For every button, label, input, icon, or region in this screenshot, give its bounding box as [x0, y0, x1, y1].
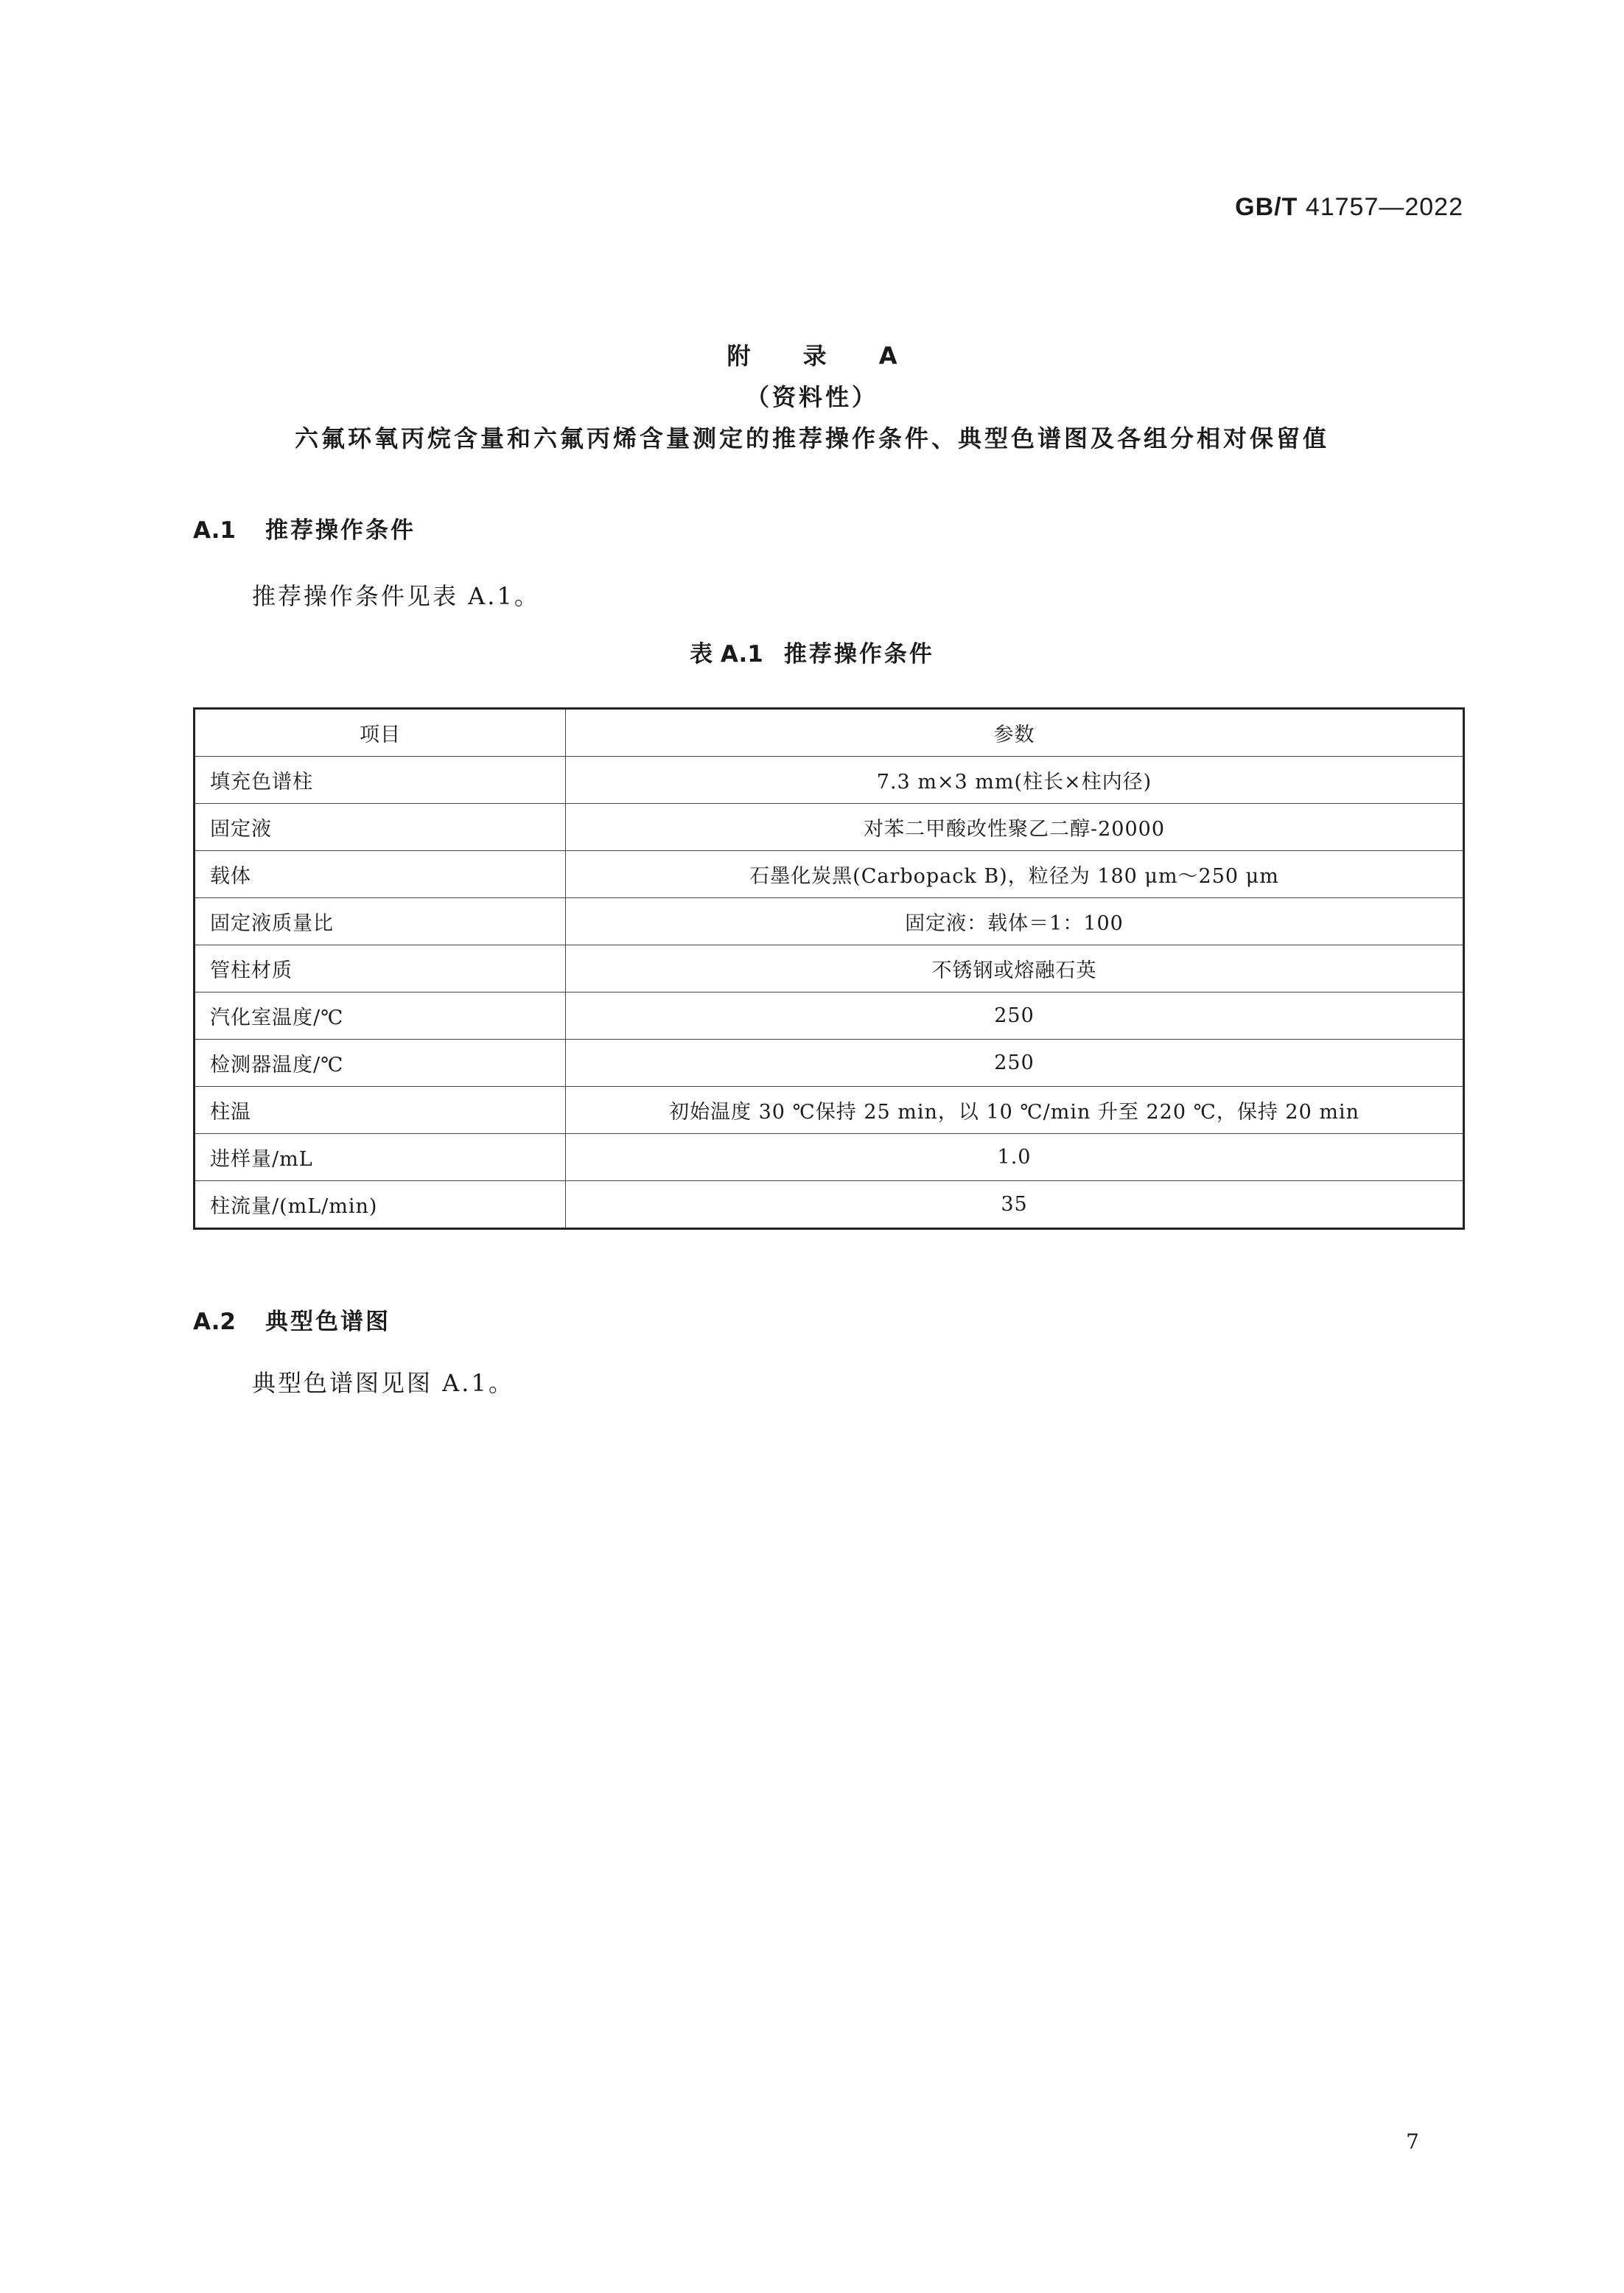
row-item: 载体 [195, 851, 566, 898]
section-title: 典型色谱图 [265, 1309, 391, 1335]
table-row [195, 945, 1464, 993]
table-caption [0, 635, 1624, 668]
row-item: 固定液质量比 [195, 898, 566, 945]
section-heading-a2 [193, 1303, 391, 1336]
table-row [195, 993, 1464, 1040]
table-row [195, 757, 1464, 804]
appendix-subject: 六氟环氧丙烷含量和六氟丙烯含量测定的推荐操作条件、典型色谱图及各组分相对保留值 [294, 424, 1329, 452]
row-item: 进样量/mL [195, 1134, 566, 1181]
table-caption-title: 推荐操作条件 [783, 641, 934, 668]
table-row [195, 1134, 1464, 1181]
table-row [195, 1087, 1464, 1134]
page-number: 7 [1406, 2129, 1419, 2154]
standard-prefix: GB/T [1235, 193, 1298, 221]
row-value: 1.0 [566, 1134, 1464, 1181]
row-value: 7.3 m×3 mm(柱长×柱内径) [566, 757, 1464, 804]
section-a2-paragraph: 典型色谱图见图 A.1。 [252, 1369, 514, 1397]
table-header-row [195, 709, 1464, 757]
row-value: 石墨化炭黑(Carbopack B)，粒径为 180 μm～250 μm [566, 851, 1464, 898]
row-value: 初始温度 30 ℃保持 25 min，以 10 ℃/min 升至 220 ℃，保持 20 min [566, 1087, 1464, 1134]
section-number: A.2 [193, 1309, 236, 1335]
table-row [195, 1040, 1464, 1087]
section-title: 推荐操作条件 [265, 517, 416, 544]
row-item: 柱流量/(mL/min) [195, 1181, 566, 1229]
header-item: 项目 [195, 709, 566, 757]
row-value: 对苯二甲酸改性聚乙二醇-20000 [566, 804, 1464, 851]
row-item: 检测器温度/℃ [195, 1040, 566, 1087]
section-a1-paragraph: 推荐操作条件见表 A.1。 [252, 582, 540, 610]
row-item: 柱温 [195, 1087, 566, 1134]
row-item: 管柱材质 [195, 945, 566, 993]
standard-code [1235, 193, 1463, 222]
table-row [195, 898, 1464, 945]
row-item: 填充色谱柱 [195, 757, 566, 804]
row-value: 固定液：载体＝1：100 [566, 898, 1464, 945]
row-value: 35 [566, 1181, 1464, 1229]
header-parameter: 参数 [566, 709, 1464, 757]
standard-number: 41757—2022 [1305, 193, 1463, 221]
row-value: 250 [566, 1040, 1464, 1087]
table-caption-number: 表 A.1 [690, 641, 763, 668]
table-row [195, 804, 1464, 851]
row-value: 250 [566, 993, 1464, 1040]
section-number: A.1 [193, 517, 236, 544]
appendix-nature: （资料性） [745, 383, 878, 411]
appendix-title: 附 录 A [727, 342, 920, 370]
row-value: 不锈钢或熔融石英 [566, 945, 1464, 993]
table-row [195, 851, 1464, 898]
row-item: 汽化室温度/℃ [195, 993, 566, 1040]
operating-conditions-table [193, 707, 1465, 1230]
table-row [195, 1181, 1464, 1229]
row-item: 固定液 [195, 804, 566, 851]
section-heading-a1 [193, 511, 416, 545]
